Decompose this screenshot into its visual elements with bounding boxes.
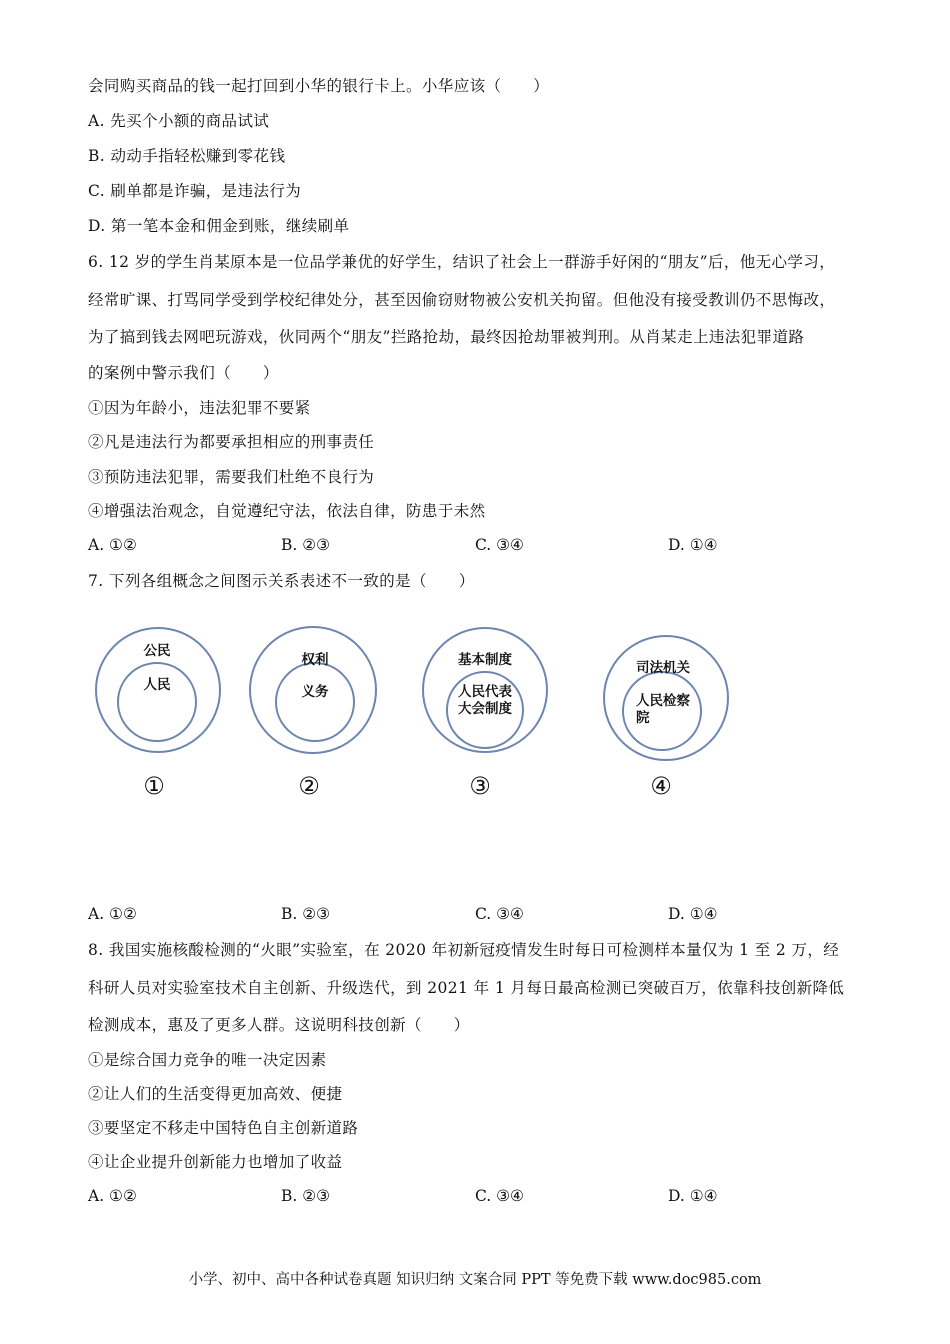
q6-stem-line-2: 经常旷课、打骂同学受到学校纪律处分，甚至因偷窃财物被公安机关拘留。但他没有接受教训仍不思悔改， [88, 291, 836, 309]
diagram-2-inner-label: 义务 [301, 684, 329, 699]
q7-choice-a: A. ①② [88, 905, 137, 923]
q8-choice-c: C. ③④ [475, 1187, 524, 1205]
q8-stem-line-1: 8. 我国实施核酸检测的“火眼”实验室，在 2020 年初新冠疫情发生时每日可检测样本量仅为 1 至 2 万，经 [88, 941, 840, 959]
diagram-4-inner-line-1: 人民检察 [636, 693, 690, 708]
q7-choice-d: D. ①④ [668, 905, 718, 923]
q8-statement-3: ③要坚定不移走中国特色自主创新道路 [88, 1119, 359, 1137]
diagram-1-number: ① [143, 773, 165, 800]
q6-statement-1: ①因为年龄小，违法犯罪不要紧 [88, 399, 311, 417]
q6-stem-line-3: 为了搞到钱去网吧玩游戏，伙同两个“朋友”拦路抢劫，最终因抢劫罪被判刑。从肖某走上违法犯罪道路 [88, 328, 805, 346]
q6-stem-line-4: 的案例中警示我们（ ） [88, 364, 279, 382]
q8-choice-d: D. ①④ [668, 1187, 718, 1205]
q5-option-c: C. 刷单都是诈骗，是违法行为 [88, 182, 302, 200]
q6-choice-a: A. ①② [88, 536, 137, 554]
q6-choice-d: D. ①④ [668, 536, 718, 554]
diagram-3-outer-label: 基本制度 [458, 652, 512, 667]
diagram-1-outer-label: 公民 [143, 643, 171, 658]
q5-option-d: D. 第一笔本金和佣金到账，继续刷单 [88, 217, 350, 235]
q5-option-b: B. 动动手指轻松赚到零花钱 [88, 147, 286, 165]
q8-statement-2: ②让人们的生活变得更加高效、便捷 [88, 1085, 343, 1103]
diagram-3-number: ③ [469, 773, 491, 800]
q5-option-a: A. 先买个小额的商品试试 [88, 112, 270, 130]
diagram-2 [250, 627, 376, 800]
q5-stem-tail: 会同购买商品的钱一起打回到小华的银行卡上。小华应该（ ） [88, 77, 550, 95]
q6-choice-b: B. ②③ [281, 536, 331, 554]
q8-stem-line-2: 科研人员对实验室技术自主创新、升级迭代，到 2021 年 1 月每日最高检测已突破百万，依靠科技创新降低 [88, 979, 845, 997]
diagram-4-number: ④ [650, 773, 672, 800]
q8-statement-1: ①是综合国力竞争的唯一决定因素 [88, 1051, 327, 1069]
diagram-1 [96, 628, 220, 800]
diagram-3-inner-line-2: 大会制度 [458, 701, 512, 716]
q8-statement-4: ④让企业提升创新能力也增加了收益 [88, 1153, 343, 1171]
diagram-2-number: ② [298, 773, 320, 800]
diagram-1-inner-label: 人民 [143, 677, 171, 692]
q7-choice-c: C. ③④ [475, 905, 524, 923]
q7-choice-b: B. ②③ [281, 905, 331, 923]
q6-statement-4: ④增强法治观念，自觉遵纪守法，依法自律，防患于未然 [88, 502, 486, 520]
diagram-2-outer-label: 权利 [301, 652, 329, 667]
q6-statement-2: ②凡是违法行为都要承担相应的刑事责任 [88, 433, 375, 451]
q8-choice-a: A. ①② [88, 1187, 137, 1205]
concept-diagram-group [88, 612, 768, 812]
page-footer: 小学、初中、高中各种试卷真题 知识归纳 文案合同 PPT 等免费下载 www.doc985.com [188, 1272, 762, 1288]
q8-choice-b: B. ②③ [281, 1187, 331, 1205]
q7-stem: 7. 下列各组概念之间图示关系表述不一致的是（ ） [88, 572, 475, 590]
diagram-3 [423, 628, 547, 800]
diagram-4-inner-line-2: 院 [636, 710, 650, 725]
diagram-4-outer-label: 司法机关 [636, 660, 690, 675]
diagram-3-inner-line-1: 人民代表 [458, 684, 512, 699]
q8-stem-line-3: 检测成本，惠及了更多人群。这说明科技创新（ ） [88, 1016, 470, 1034]
q6-statement-3: ③预防违法犯罪，需要我们杜绝不良行为 [88, 468, 375, 486]
q6-choice-c: C. ③④ [475, 536, 524, 554]
diagram-4 [604, 636, 728, 800]
q6-stem-line-1: 6. 12 岁的学生肖某原本是一位品学兼优的好学生，结识了社会上一群游手好闲的“朋友”后，他无心学习， [88, 253, 836, 271]
